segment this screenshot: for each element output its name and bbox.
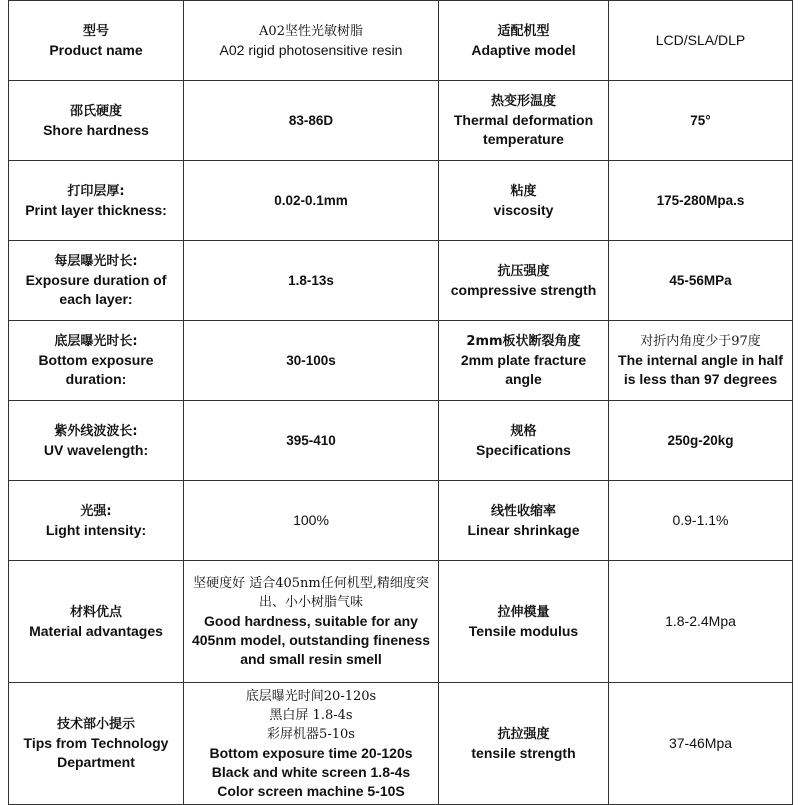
table-row: [9, 561, 793, 683]
value-tensile-strength: 37-46Mpa: [609, 683, 793, 805]
value-uv-wavelength: 395-410: [184, 401, 439, 481]
value-print-layer-thickness: 0.02-0.1mm: [184, 161, 439, 241]
value-exposure-duration: 1.8-13s: [184, 241, 439, 321]
table-row: [9, 401, 793, 481]
value-linear-shrinkage: 0.9-1.1%: [609, 481, 793, 561]
value-material-advantages: 坚硬度好 适合405nm任何机型,精细度突出、小小树脂气味 Good hardness, suitable for any 405nm model, outstanding fineness and small resin smell: [184, 561, 439, 683]
label-adaptive-model: 适配机型 Adaptive model: [439, 1, 609, 81]
table-row: [9, 683, 793, 805]
label-shore-hardness: 邵氏硬度 Shore hardness: [9, 81, 184, 161]
label-bottom-exposure: 底层曝光时长: Bottom exposure duration:: [9, 321, 184, 401]
label-product-name: 型号 Product name: [9, 1, 184, 81]
value-viscosity: 175-280Mpa.s: [609, 161, 793, 241]
label-plate-fracture-angle: 2mm板状断裂角度 2mm plate fracture angle: [439, 321, 609, 401]
table-row: [9, 161, 793, 241]
label-tips: 技术部小提示 Tips from Technology Department: [9, 683, 184, 805]
value-specifications: 250g-20kg: [609, 401, 793, 481]
value-light-intensity: 100%: [184, 481, 439, 561]
value-compressive-strength: 45-56MPa: [609, 241, 793, 321]
table-row: [9, 241, 793, 321]
spec-table: [8, 0, 793, 805]
label-material-advantages: 材料优点 Material advantages: [9, 561, 184, 683]
label-specifications: 规格 Specifications: [439, 401, 609, 481]
table-row: [9, 481, 793, 561]
spec-sheet: [8, 0, 792, 800]
label-viscosity: 粘度 viscosity: [439, 161, 609, 241]
label-tensile-modulus: 拉伸模量 Tensile modulus: [439, 561, 609, 683]
table-row: [9, 81, 793, 161]
value-bottom-exposure: 30-100s: [184, 321, 439, 401]
value-adaptive-model: LCD/SLA/DLP: [609, 1, 793, 81]
table-row: [9, 321, 793, 401]
label-uv-wavelength: 紫外线波波长: UV wavelength:: [9, 401, 184, 481]
value-tips: 底层曝光时间20-120s 黑白屏 1.8-4s 彩屏机器5-10s Bottom exposure time 20-120s Black and white screen 1.8-4s Color screen machine 5-10S: [184, 683, 439, 805]
value-product-name: A02坚性光敏树脂 A02 rigid photosensitive resin: [184, 1, 439, 81]
label-print-layer-thickness: 打印层厚: Print layer thickness:: [9, 161, 184, 241]
value-plate-fracture-angle: 对折内角度少于97度 The internal angle in half is less than 97 degrees: [609, 321, 793, 401]
value-shore-hardness: 83-86D: [184, 81, 439, 161]
label-thermal-deformation: 热变形温度 Thermal deformation temperature: [439, 81, 609, 161]
value-thermal-deformation: 75°: [609, 81, 793, 161]
label-exposure-duration: 每层曝光时长: Exposure duration of each layer:: [9, 241, 184, 321]
label-light-intensity: 光强: Light intensity:: [9, 481, 184, 561]
label-compressive-strength: 抗压强度 compressive strength: [439, 241, 609, 321]
label-linear-shrinkage: 线性收缩率 Linear shrinkage: [439, 481, 609, 561]
table-row: [9, 1, 793, 81]
label-tensile-strength: 抗拉强度 tensile strength: [439, 683, 609, 805]
value-tensile-modulus: 1.8-2.4Mpa: [609, 561, 793, 683]
